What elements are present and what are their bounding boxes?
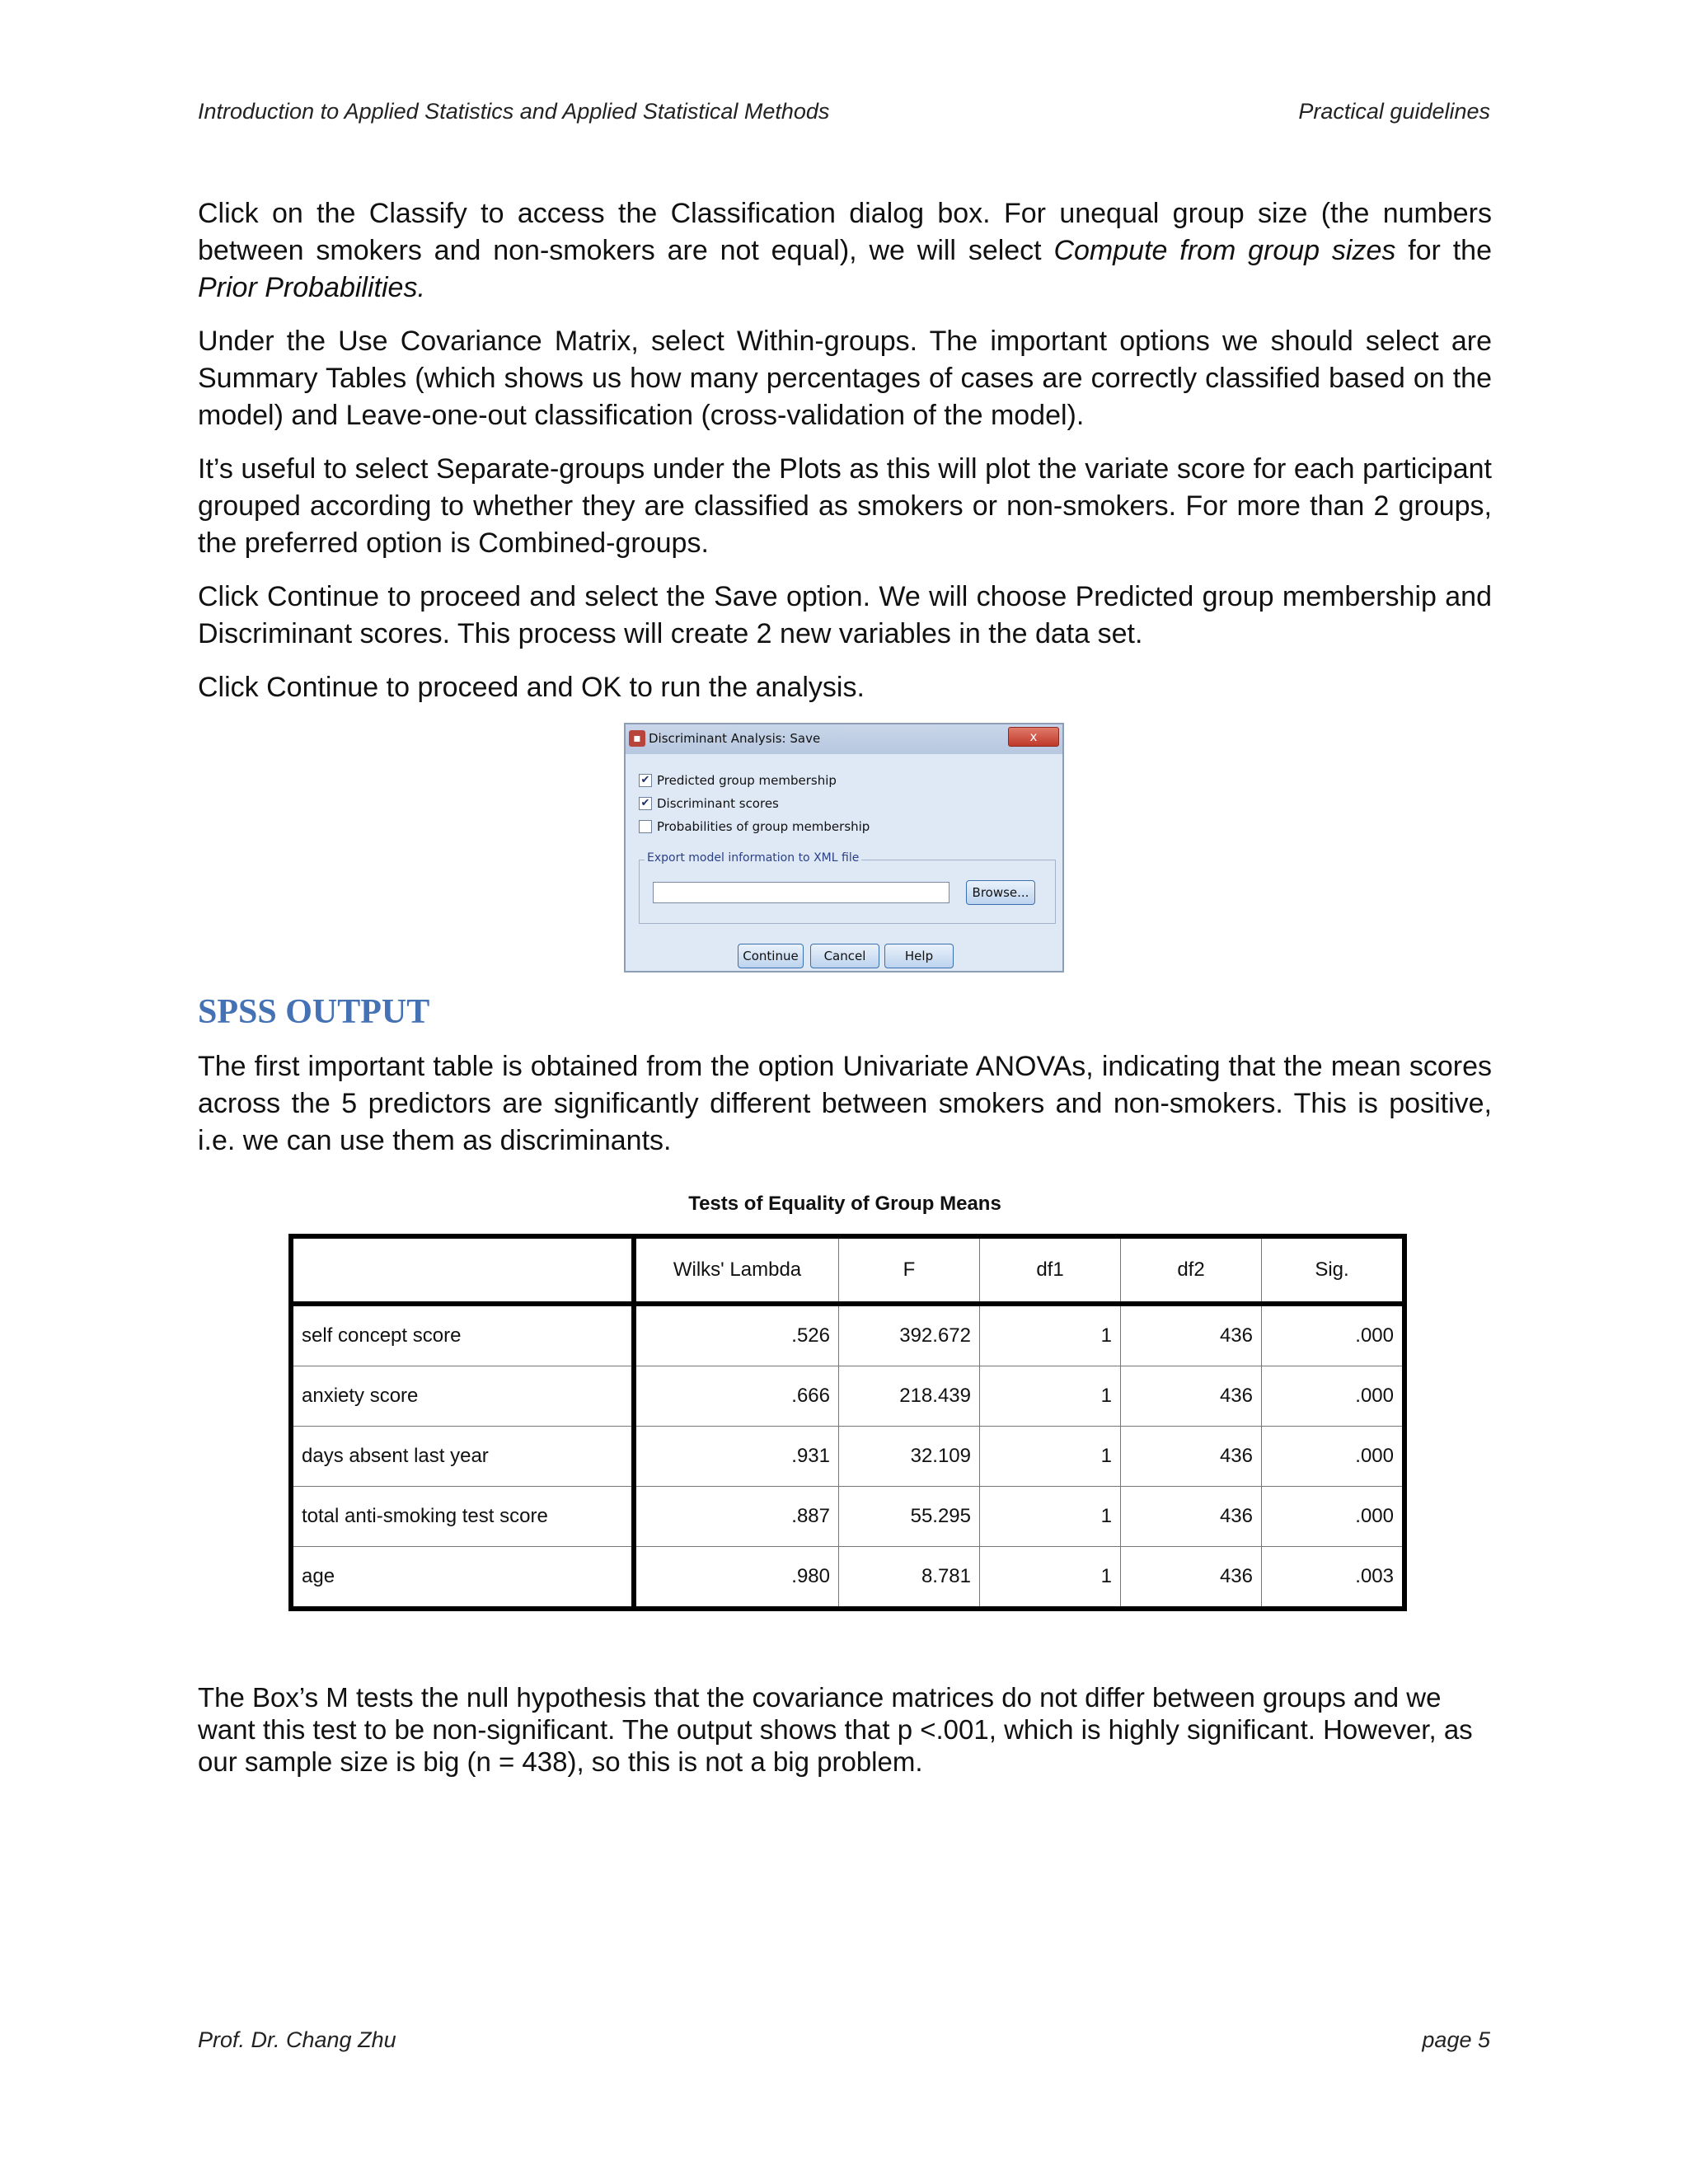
checkbox-predicted-group[interactable]: ✔ Predicted group membership — [639, 772, 837, 789]
continue-button[interactable]: Continue — [738, 944, 804, 968]
footer-author: Prof. Dr. Chang Zhu — [198, 2027, 396, 2052]
paragraph-run: Click Continue to proceed and OK to run the analysis. — [198, 672, 865, 703]
close-button[interactable]: x — [1008, 727, 1059, 747]
cell-f: 392.672 — [839, 1304, 980, 1366]
cancel-button[interactable]: Cancel — [810, 944, 879, 968]
section-heading: SPSS OUTPUT — [198, 993, 430, 1031]
table-row — [291, 1487, 1404, 1547]
instructions-text — [198, 195, 1492, 723]
checkbox-box[interactable] — [639, 820, 652, 833]
row-label: days absent last year — [291, 1427, 634, 1487]
cell-sig: .003 — [1262, 1547, 1405, 1610]
paragraph-save: Click Continue to proceed and select the Save option. We will choose Predicted group membership and Discriminant scores. This process will create 2 new variables in the data set. — [198, 581, 1492, 649]
table-row — [291, 1366, 1404, 1427]
dialog-title: Discriminant Analysis: Save — [649, 731, 821, 746]
help-button[interactable]: Help — [884, 944, 954, 968]
column-header: Sig. — [1262, 1236, 1405, 1304]
discriminant-save-dialog — [624, 723, 1064, 972]
xml-file-input[interactable] — [653, 882, 950, 903]
cell-df1: 1 — [980, 1487, 1121, 1547]
column-header: df2 — [1121, 1236, 1262, 1304]
cell-df2: 436 — [1121, 1547, 1262, 1610]
table-row — [291, 1304, 1404, 1366]
cell-df1: 1 — [980, 1304, 1121, 1366]
column-header — [291, 1236, 634, 1304]
table-row — [291, 1427, 1404, 1487]
cell-wilks: .931 — [634, 1427, 839, 1487]
cell-sig: .000 — [1262, 1487, 1405, 1547]
cell-wilks: .526 — [634, 1304, 839, 1366]
table-header-row — [291, 1236, 1404, 1304]
checkbox-discriminant-scores[interactable]: ✔ Discriminant scores — [639, 795, 779, 812]
spss-app-icon: ▪ — [629, 730, 645, 747]
paragraph-covariance: Under the Use Covariance Matrix, select Within-groups. The important options we should select are Summary Tables (which shows us how many percentages of cases are correctly classified based on the model) and Leave-one-out classification (cross-validation of the model). — [198, 326, 1492, 431]
column-header: df1 — [980, 1236, 1121, 1304]
cell-df1: 1 — [980, 1366, 1121, 1427]
cell-df2: 436 — [1121, 1304, 1262, 1366]
cell-df2: 436 — [1121, 1487, 1262, 1547]
cell-sig: .000 — [1262, 1427, 1405, 1487]
cell-df2: 436 — [1121, 1366, 1262, 1427]
table-caption: Tests of Equality of Group Means — [688, 1193, 1001, 1215]
paragraph-classify: Click on the Classify to access the Classification dialog box. For unequal group size (the numbers between smokers and non-smokers are not equal), we will select Compute from group sizes for the Prior Probabilities. — [198, 198, 1492, 303]
footer-page-number: page 5 — [1422, 2027, 1490, 2052]
cell-df2: 436 — [1121, 1427, 1262, 1487]
cell-df1: 1 — [980, 1427, 1121, 1487]
dialog-body — [631, 756, 1057, 966]
column-header: F — [839, 1236, 980, 1304]
section-intro: The first important table is obtained from the option Univariate ANOVAs, indicating that the mean scores across the 5 predictors are significantly different between smokers and non-smokers. This is positive, i.e. we can use them as discriminants. — [198, 1051, 1492, 1156]
cell-wilks: .980 — [634, 1547, 839, 1610]
running-header-title: Introduction to Applied Statistics and Applied Statistical Methods — [198, 99, 830, 124]
boxm-paragraph: The Box’s M tests the null hypothesis that the covariance matrices do not differ between groups and we want this test to be non-significant. The output shows that p <.001, which is highly significant. However, as our sample size is big (n = 438), so this is not a big problem. — [198, 1682, 1473, 1777]
row-label: total anti-smoking test score — [291, 1487, 634, 1547]
checkbox-box[interactable]: ✔ — [639, 797, 652, 810]
cell-f: 8.781 — [839, 1547, 980, 1610]
table-row — [291, 1547, 1404, 1610]
cell-sig: .000 — [1262, 1304, 1405, 1366]
cell-f: 55.295 — [839, 1487, 980, 1547]
browse-button[interactable]: Browse... — [966, 880, 1035, 905]
cell-wilks: .666 — [634, 1366, 839, 1427]
export-xml-group — [639, 851, 1056, 924]
checkbox-probabilities[interactable]: Probabilities of group membership — [639, 818, 870, 835]
cell-f: 218.439 — [839, 1366, 980, 1427]
running-header-section: Practical guidelines — [1298, 99, 1490, 124]
column-header: Wilks' Lambda — [634, 1236, 839, 1304]
row-label: self concept score — [291, 1304, 634, 1366]
cell-sig: .000 — [1262, 1366, 1405, 1427]
checkbox-box[interactable]: ✔ — [639, 774, 652, 787]
row-label: anxiety score — [291, 1366, 634, 1427]
dialog-titlebar — [626, 724, 1062, 754]
paragraph-plots: It’s useful to select Separate-groups under the Plots as this will plot the variate score for each participant grouped according to whether they are classified as smokers or non-smokers. For more than 2 groups, the preferred option is Combined-groups. — [198, 453, 1492, 559]
cell-wilks: .887 — [634, 1487, 839, 1547]
cell-df1: 1 — [980, 1547, 1121, 1610]
row-label: age — [291, 1547, 634, 1610]
group-means-table — [288, 1234, 1407, 1611]
cell-f: 32.109 — [839, 1427, 980, 1487]
export-xml-label: Export model information to XML file — [645, 851, 861, 865]
